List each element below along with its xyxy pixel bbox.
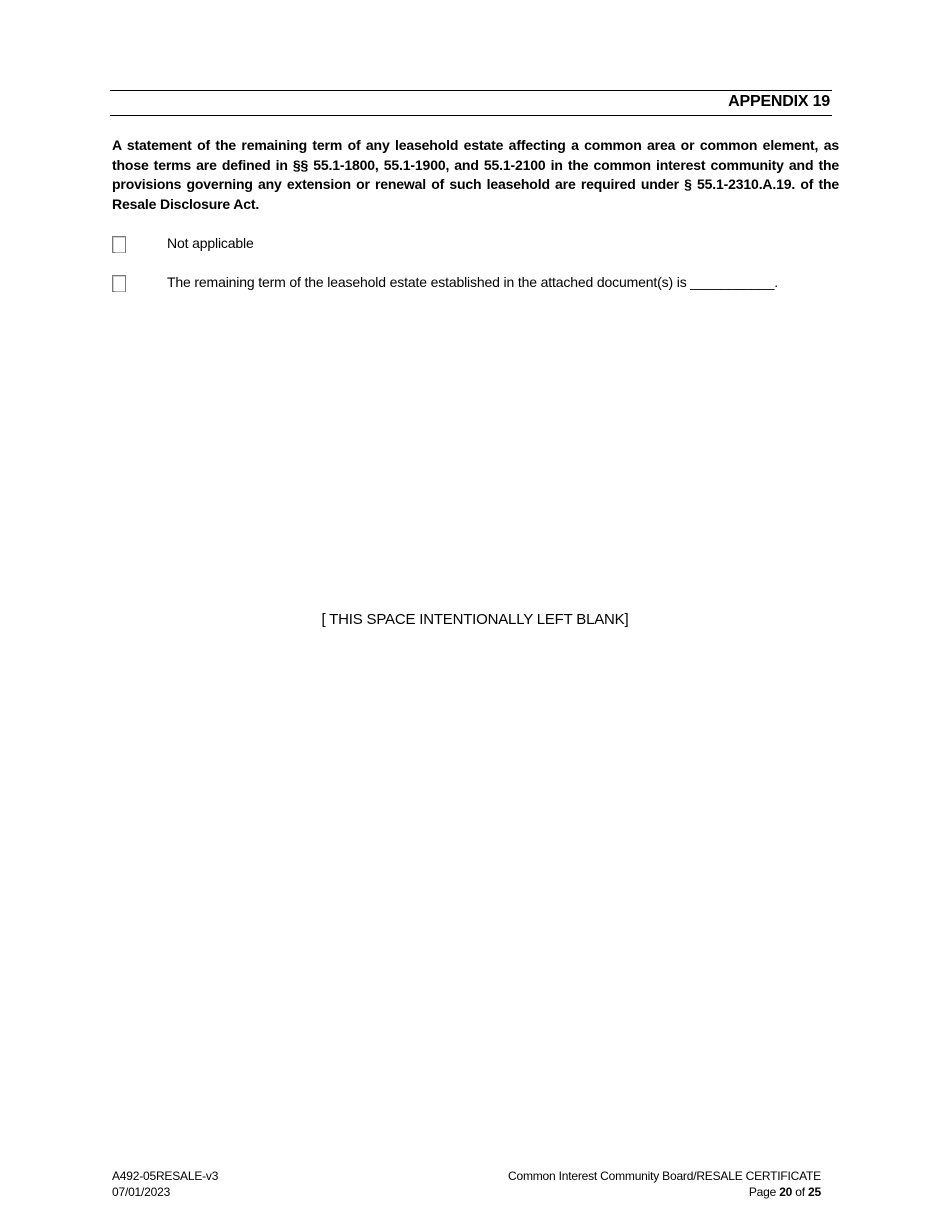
remaining-term-checkbox[interactable] bbox=[112, 275, 126, 292]
appendix-statement: A statement of the remaining term of any leasehold estate affecting a common area or common element, as those terms are defined in §§ 55.1-1800, 55.1-1900, and 55.1-2100 in the common interest community and the provisions governing any extension or renewal of such leasehold are required under § 55.1-2310.A.19. of the Resale Disclosure Act. bbox=[112, 137, 839, 212]
total-pages: 25 bbox=[808, 1184, 821, 1199]
of-word: of bbox=[795, 1184, 805, 1199]
intentionally-blank-notice: [ THIS SPACE INTENTIONALLY LEFT BLANK] bbox=[321, 611, 629, 628]
page-indicator bbox=[508, 1185, 821, 1201]
header-top-rule bbox=[110, 90, 832, 91]
footer-left bbox=[112, 1169, 218, 1200]
not-applicable-label: Not applicable bbox=[167, 235, 254, 251]
appendix-title: APPENDIX 19 bbox=[728, 93, 830, 110]
page-number: 20 bbox=[779, 1184, 793, 1199]
form-date: 07/01/2023 bbox=[112, 1184, 171, 1199]
not-applicable-checkbox[interactable] bbox=[112, 236, 126, 253]
footer-right bbox=[508, 1169, 821, 1200]
header-bottom-rule bbox=[110, 115, 832, 116]
remaining-term-label: The remaining term of the leasehold estate established in the attached document(s) is ___________. bbox=[167, 274, 779, 290]
form-code: A492-05RESALE-v3 bbox=[112, 1169, 219, 1183]
page-word: Page bbox=[748, 1184, 777, 1199]
certificate-title: Common Interest Community Board/RESALE CERTIFICATE bbox=[508, 1169, 821, 1183]
